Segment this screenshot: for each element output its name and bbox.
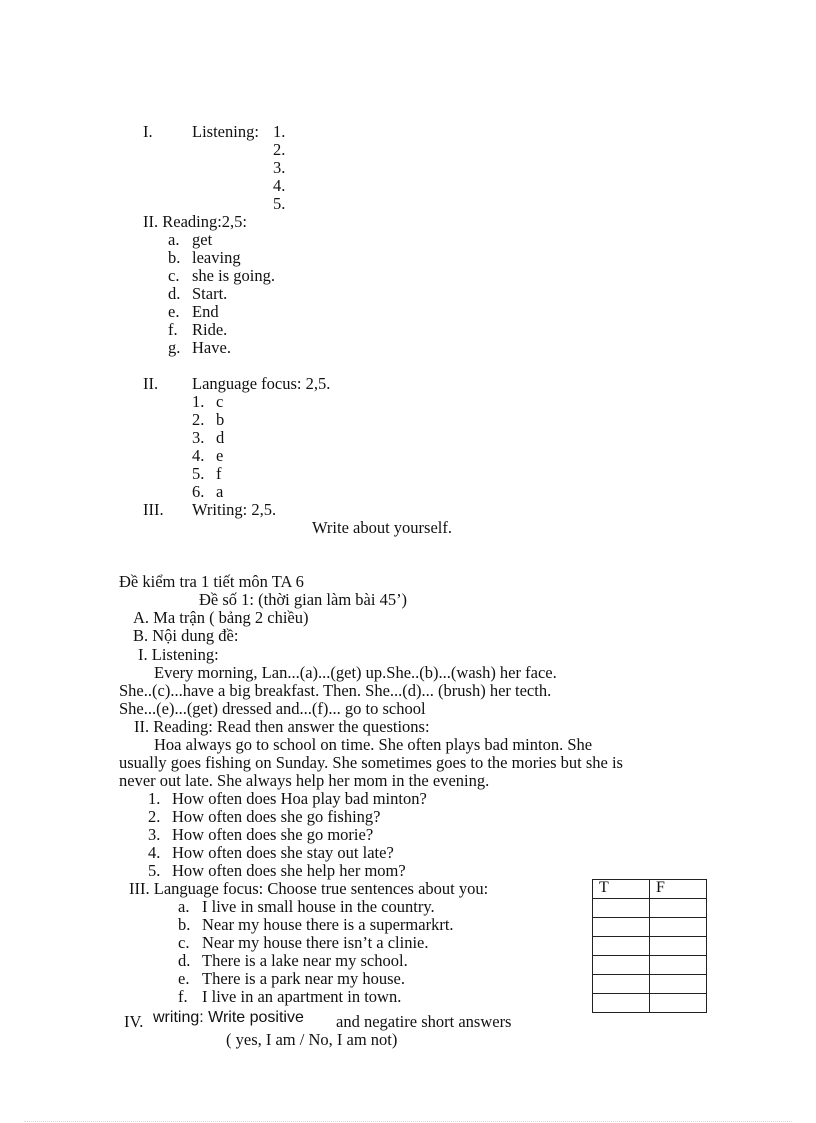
question-text: How often does she stay out late? [172,843,394,862]
tf-cell[interactable] [650,899,707,918]
question-text: How often does Hoa play bad minton? [172,789,427,808]
reading-answer: get [192,230,213,249]
tf-cell[interactable] [593,994,650,1013]
lf-num: 3. [192,428,205,447]
listening-line: She...(e)...(get) dressed and...(f)... go to school [119,699,426,718]
lf-letter: e. [178,969,190,988]
question-num: 1. [148,789,161,808]
lf-sentence: There is a park near my house. [202,969,405,988]
lf-letter: c. [178,933,190,952]
reading-line: never out late. She always help her mom in the evening. [119,771,490,790]
tf-cell[interactable] [593,975,650,994]
writing-note: Write about yourself. [312,518,453,537]
question-num: 3. [148,825,161,844]
question-num: 2. [148,807,161,826]
lf-answer: f [216,464,222,483]
test-title: Đề kiểm tra 1 tiết môn TA 6 [119,572,304,591]
listening-item: 4. [273,176,286,195]
language-focus-num: II. [143,374,159,393]
tf-cell[interactable] [650,956,707,975]
listening-heading: I. Listening: [138,645,219,664]
lf-num: 4. [192,446,205,465]
reading-line: Hoa always go to school on time. She often plays bad minton. She [154,735,593,754]
question-num: 4. [148,843,161,862]
writing-label: Writing: 2,5. [192,500,277,519]
lf-answer: c [216,392,224,411]
reading-letter: g. [168,338,181,357]
true-false-table [592,879,707,1013]
lf-answer: d [216,428,225,447]
reading-heading-test: II. Reading: Read then answer the questions: [134,717,430,736]
part-a: A. Ma trận ( bảng 2 chiều) [133,608,309,627]
lf-num: 2. [192,410,205,429]
lf-answer: b [216,410,225,429]
reading-answer: leaving [192,248,241,267]
lf-num: 1. [192,392,205,411]
reading-letter: d. [168,284,181,303]
writing-num: III. [143,500,164,519]
lf-letter: d. [178,951,191,970]
listening-line: Every morning, Lan...(a)...(get) up.She..(b)...(wash) her face. [154,663,557,682]
listening-item: 1. [273,122,286,141]
lf-letter: b. [178,915,191,934]
reading-answer: End [192,302,219,321]
reading-letter: c. [168,266,180,285]
tf-cell[interactable] [650,994,707,1013]
lf-sentence: Near my house there is a supermarkrt. [202,915,454,934]
reading-letter: a. [168,230,180,249]
reading-answer: Start. [192,284,228,303]
tf-cell[interactable] [593,899,650,918]
listening-item: 2. [273,140,286,159]
reading-letter: f. [168,320,178,339]
lf-sentence: There is a lake near my school. [202,951,408,970]
lf-sentence: I live in small house in the country. [202,897,435,916]
reading-answer: Have. [192,338,231,357]
language-focus-label: Language focus: 2,5. [192,374,331,393]
lf-sentence: Near my house there isn’t a clinie. [202,933,429,952]
page-bottom-rule [24,1121,792,1122]
lf-num: 5. [192,464,205,483]
listening-label: Listening: [192,122,259,141]
tf-cell[interactable] [593,937,650,956]
question-text: How often does she help her mom? [172,861,406,880]
writing-rest: and negatire short answers [336,1012,512,1031]
lf-num: 6. [192,482,205,501]
part-b: B. Nội dung đề: [133,626,239,645]
writing-example: ( yes, I am / No, I am not) [226,1030,398,1049]
tf-cell[interactable] [650,937,707,956]
language-focus-heading: III. Language focus: Choose true sentences about you: [129,879,489,898]
listening-num: I. [143,122,153,141]
reading-letter: e. [168,302,180,321]
tf-cell[interactable] [593,918,650,937]
test-subtitle: Đề số 1: (thời gian làm bài 45’) [199,590,408,609]
lf-sentence: I live in an apartment in town. [202,987,402,1006]
lf-answer: e [216,446,224,465]
question-text: How often does she go fishing? [172,807,381,826]
question-text: How often does she go morie? [172,825,374,844]
lf-letter: f. [178,987,188,1006]
reading-answer: she is going. [192,266,275,285]
lf-answer: a [216,482,224,501]
listening-item: 5. [273,194,286,213]
reading-letter: b. [168,248,181,267]
writing-label-test: writing: Write positive [153,1009,304,1026]
listening-line: She..(c)...have a big breakfast. Then. She...(d)... (brush) her tecth. [119,681,552,700]
tf-header-t: T [593,880,650,899]
reading-heading: II. Reading:2,5: [143,212,248,231]
reading-answer: Ride. [192,320,228,339]
tf-header-f: F [650,880,707,899]
writing-num-test: IV. [124,1012,144,1031]
tf-cell[interactable] [650,918,707,937]
listening-item: 3. [273,158,286,177]
tf-cell[interactable] [650,975,707,994]
lf-letter: a. [178,897,190,916]
question-num: 5. [148,861,161,880]
tf-cell[interactable] [593,956,650,975]
reading-line: usually goes fishing on Sunday. She sometimes goes to the mories but she is [119,753,623,772]
